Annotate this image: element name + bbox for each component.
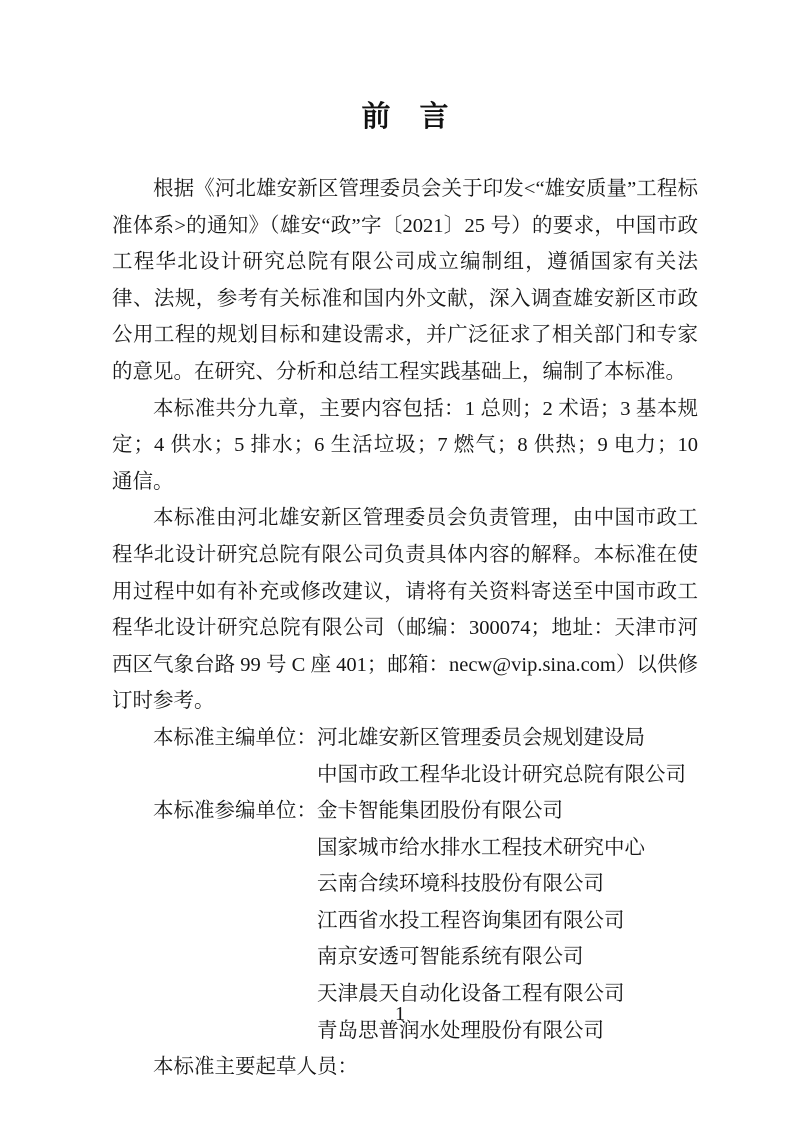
chief-editor-units-row <box>112 720 698 793</box>
drafters-label: 本标准主要起草人员： <box>153 1056 358 1079</box>
unit-name: 天津晨天自动化设备工程有限公司 <box>317 983 625 1006</box>
unit-name: 江西省水投工程咨询集团有限公司 <box>317 909 625 932</box>
participating-units-label: 本标准参编单位： <box>153 800 317 823</box>
paragraph-contents: 本标准共分九章，主要内容包括：1 总则；2 术语；3 基本规定；4 供水；5 排水；6 生活垃圾；7 燃气；8 供热；9 电力；10 通信。 <box>112 397 698 493</box>
page-title: 前 言 <box>361 101 449 133</box>
page-content <box>112 96 698 1086</box>
paragraph-basis: 根据《河北雄安新区管理委员会关于印发<“雄安质量”工程标准体系>的通知》（雄安“政”字〔2021〕25 号）的要求，中国市政工程华北设计研究总院有限公司成立编制组，遵循国家有关法律、法规，参考有关标准和国内外文献，深入调查雄安新区市政公用工程的规划目标和建设需求，并广泛征求了相关部门和专家的意见。在研究、分析和总结工程实践基础上，编制了本标准。 <box>112 178 698 383</box>
page-number: 1 <box>395 1003 405 1025</box>
unit-name: 中国市政工程华北设计研究总院有限公司 <box>317 763 686 786</box>
unit-name: 金卡智能集团股份有限公司 <box>317 800 563 823</box>
unit-name: 河北雄安新区管理委员会规划建设局 <box>317 726 645 749</box>
unit-name: 国家城市给水排水工程技术研究中心 <box>317 836 645 859</box>
unit-name: 云南合续环境科技股份有限公司 <box>317 873 604 896</box>
paragraph-management: 本标准由河北雄安新区管理委员会负责管理，由中国市政工程华北设计研究总院有限公司负责具体内容的解释。本标准在使用过程中如有补充或修改建议，请将有关资料寄送至中国市政工程华北设计研究总院有限公司（邮编：300074；地址：天津市河西区气象台路 99 号 C 座 401；邮箱：necw@vip.sina.com）以供修订时参考。 <box>112 507 698 713</box>
chief-editor-units-list <box>317 720 698 793</box>
unit-name: 青岛思普润水处理股份有限公司 <box>317 1019 604 1042</box>
chief-editor-units-label: 本标准主编单位： <box>153 726 317 749</box>
unit-name: 南京安透可智能系统有限公司 <box>317 946 584 969</box>
